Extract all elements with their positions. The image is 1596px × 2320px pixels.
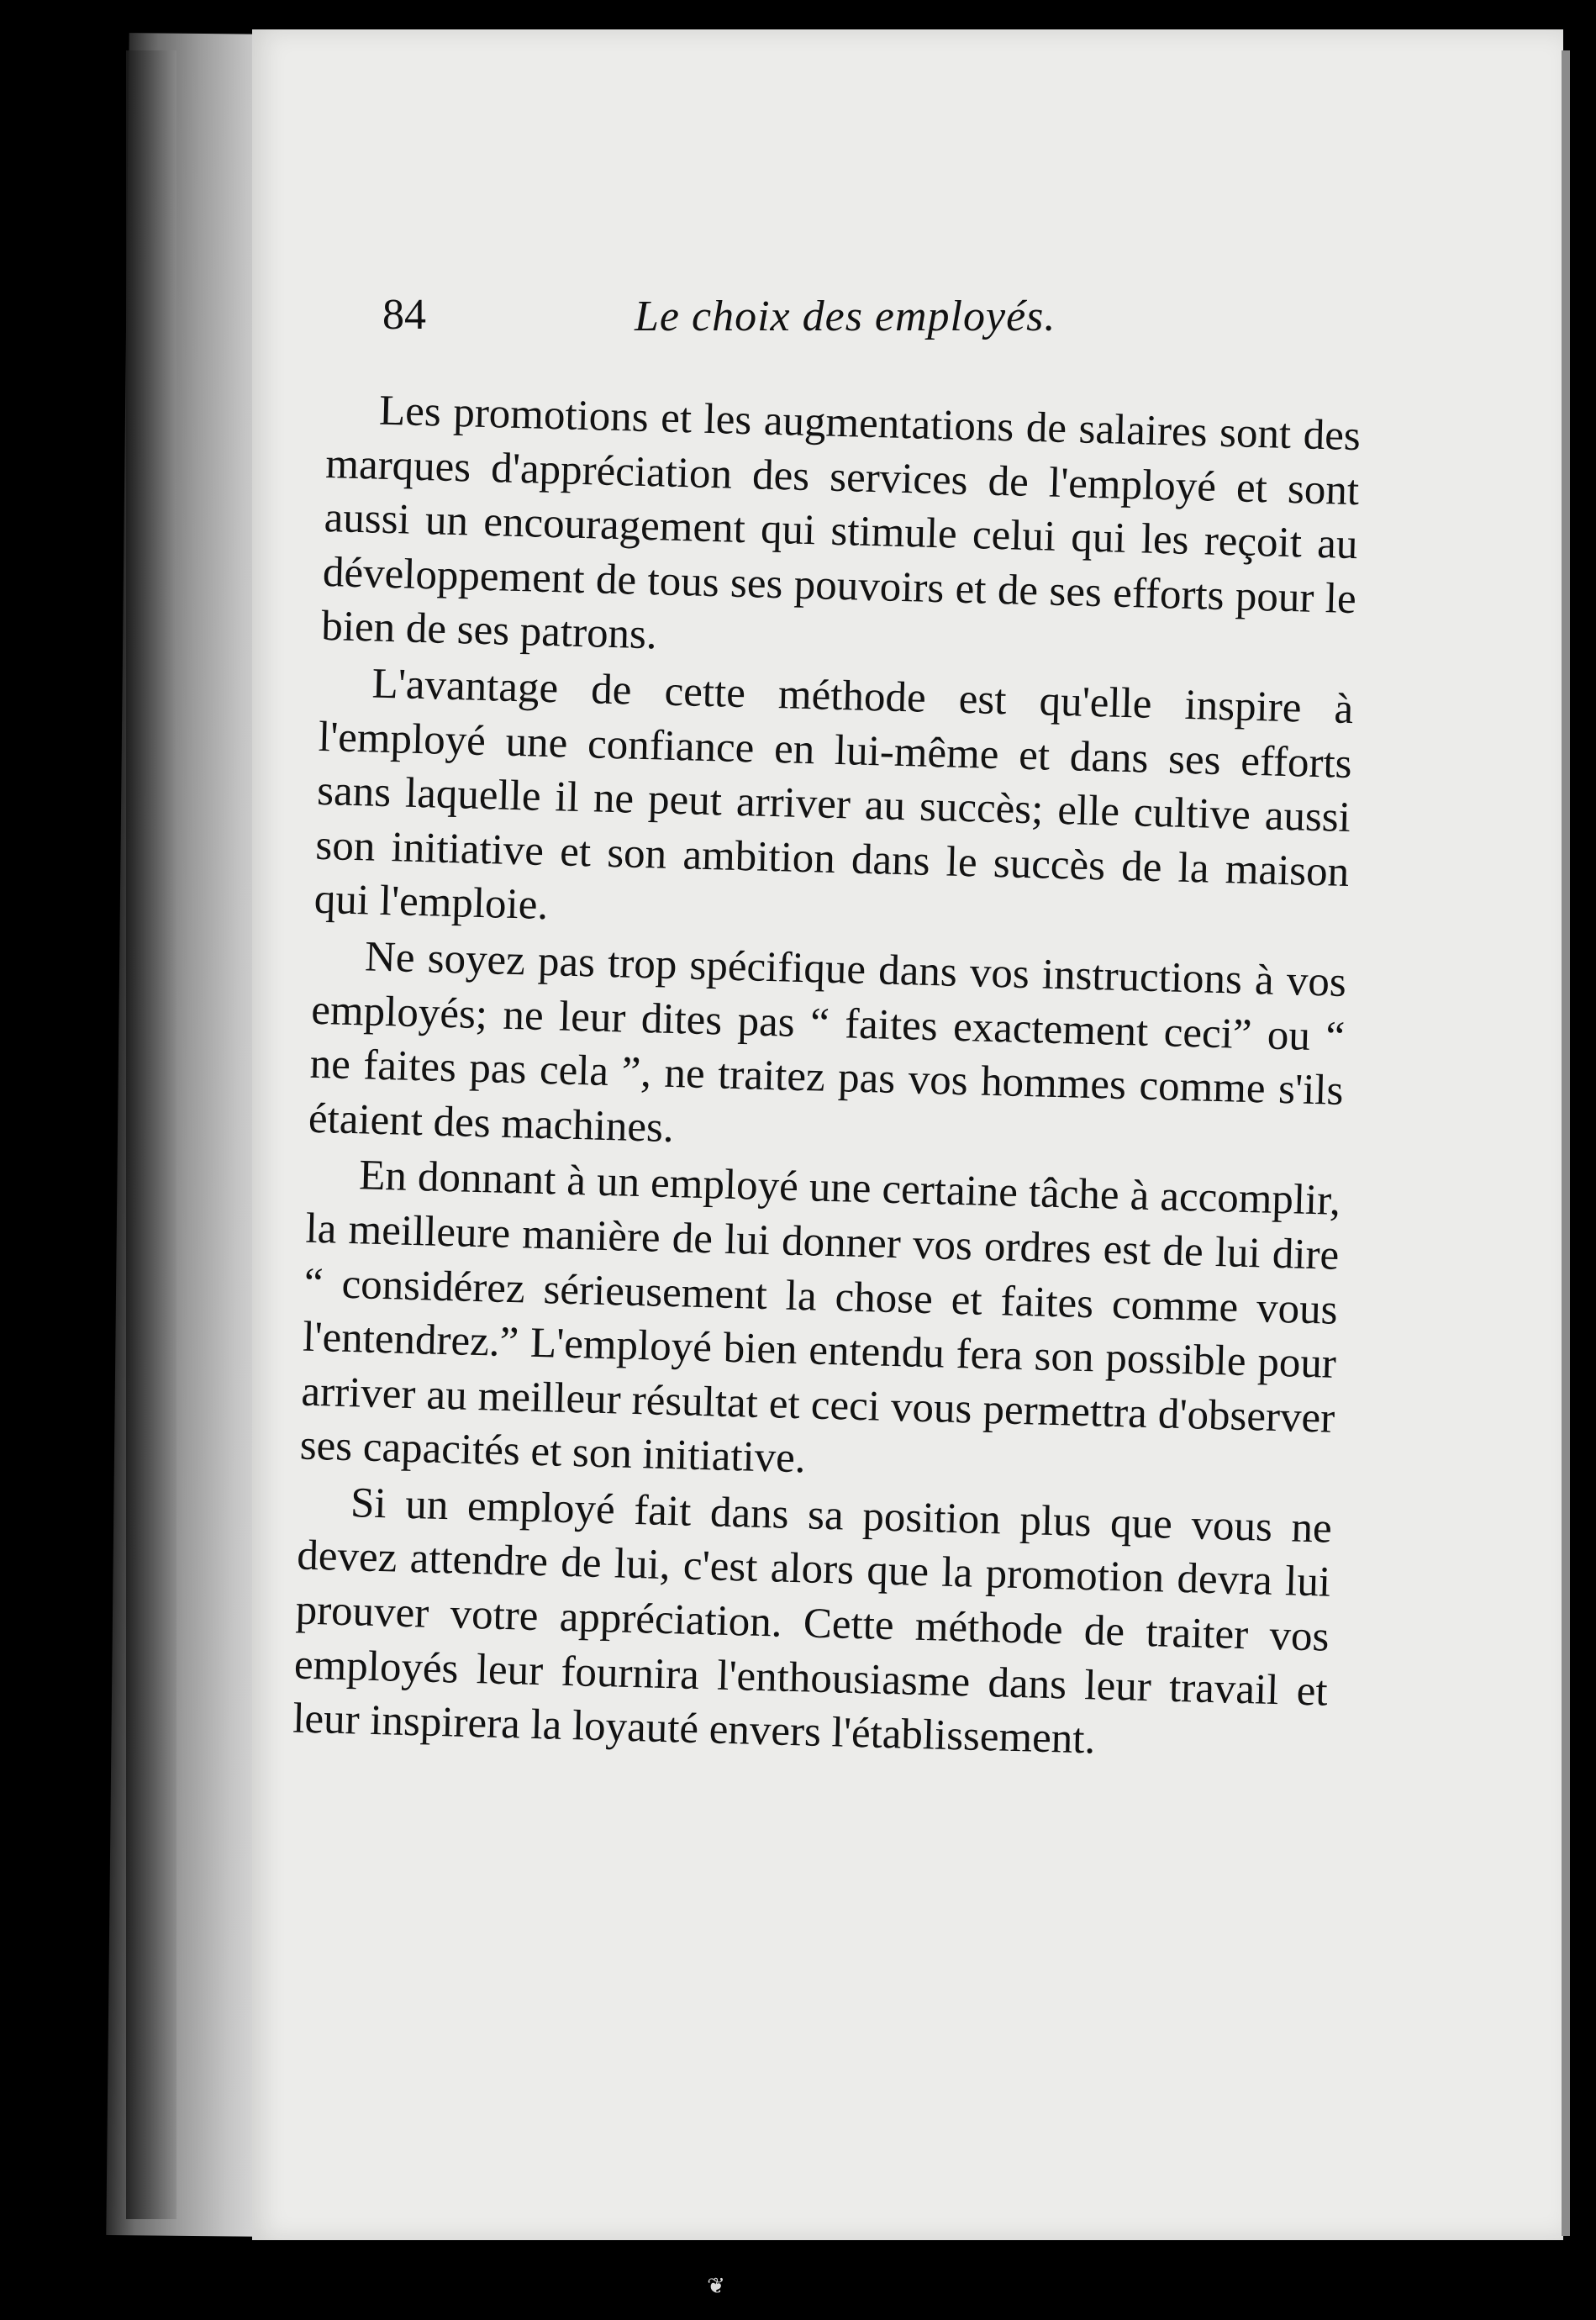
running-title: Le choix des employés. — [635, 293, 1056, 340]
paragraph-instructions: Ne soyez pas trop spécifique dans vos instructions à vos employés; ne leur dites pas “ faites exactement ceci” ou “ ne faites pas cela ”, ne traitez pas vos hommes comme s'ils étaient des machines. — [308, 933, 1347, 1152]
bottom-ornament: ❦ — [707, 2274, 725, 2299]
page-edge — [1562, 50, 1570, 2236]
binding-shadow — [126, 50, 176, 2219]
paragraph-giving-orders: En donnant à un employé une certaine tâche à accomplir, la meilleure manière de lui donner vos ordres est de lui dire “ considérez sérieusement la chose et faites comme vous l'entendrez.” L'employé bien entendu fera son possible pour arriver au meilleur résultat et ceci vous permettra d'observer ses capacités et son initiative. — [299, 1152, 1341, 1483]
paragraph-appreciation: Si un employé fait dans sa position plus que vous ne devez attendre de lui, c'est alors que la promotion devra lui prouver votre appréciation. Cette méthode de traiter vos employés leur fournira l'enthousiasme dans leur travail et leur inspirera la loyauté envers l'établissement. — [292, 1479, 1333, 1764]
body-text — [292, 382, 1361, 1774]
paragraph-advantage: L'avantage de cette méthode est qu'elle inspire à l'employé une confiance en lui-même et dans ses efforts sans laquelle il ne peut arriver au succès; elle cultive aussi son initiative et son ambition dans le succès de la maison qui l'emploie. — [313, 660, 1354, 930]
paragraph-promotions: Les promotions et les augmentations de salaires sont des marques d'appréciation des services de l'employé et sont aussi un encouragement qui stimule celui qui les reçoit au développement de tous ses pouvoirs et de ses efforts pour le bien de ses patrons. — [320, 387, 1362, 659]
page-header — [382, 290, 1265, 357]
page-number: 84 — [382, 291, 426, 339]
